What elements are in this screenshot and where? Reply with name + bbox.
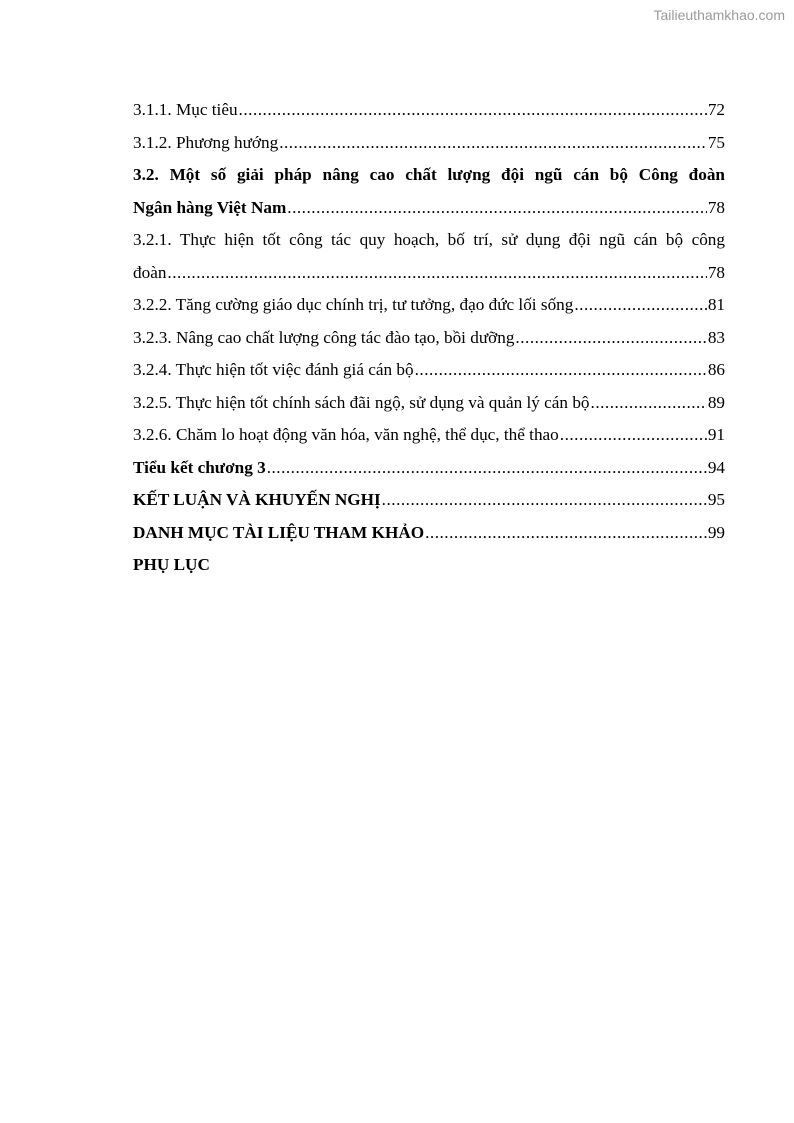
toc-entry-page: 78: [707, 197, 725, 217]
toc-entry-title: 3.2.2. Tăng cường giáo dục chính trị, tư tưởng, đạo đức lối sống: [133, 295, 574, 314]
toc-entry-references[interactable]: [133, 517, 725, 550]
toc-entry-title: 3.2.3. Nâng cao chất lượng công tác đào tạo, bồi dưỡng: [133, 327, 515, 347]
toc-leader-dots: [239, 94, 707, 127]
toc-leader-dots: [425, 517, 707, 550]
toc-entry-title: 3.2.1. Thực hiện tốt công tác quy hoạch, bố trí, sử dụng đội ngũ cán bộ công: [133, 230, 725, 249]
toc-entry-conclusion[interactable]: [133, 484, 725, 517]
toc-leader-dots: [382, 484, 707, 517]
toc-entry-3-2-line2[interactable]: [133, 192, 725, 225]
toc-leader-dots: [574, 289, 706, 322]
toc-entry-page: 94: [707, 457, 725, 477]
toc-entry-page: 78: [707, 262, 725, 282]
toc-entry-page: 83: [707, 327, 725, 347]
toc-entry-title: DANH MỤC TÀI LIỆU THAM KHẢO: [133, 522, 425, 542]
toc-entry-3-1-1[interactable]: [133, 94, 725, 127]
toc-leader-dots: [267, 452, 707, 485]
toc-entry-3-1-2[interactable]: [133, 127, 725, 160]
toc-entry-page: 75: [707, 132, 725, 152]
toc-entry-title: 3.2.4. Thực hiện tốt việc đánh giá cán bộ: [133, 360, 414, 379]
toc-entry-title-continued: đoàn: [133, 262, 167, 282]
toc-entry-page: 72: [707, 100, 725, 119]
toc-entry-page: 86: [707, 360, 725, 379]
toc-entry-title: 3.1.2. Phương hướng: [133, 132, 279, 152]
toc-entry-3-2-line1[interactable]: [133, 159, 725, 192]
toc-entry-appendix[interactable]: [133, 549, 725, 582]
toc-entry-page: 89: [707, 392, 725, 412]
toc-leader-dots: [279, 127, 707, 160]
toc-entry-title: 3.2. Một số giải pháp nâng cao chất lượng đội ngũ cán bộ Công đoàn: [133, 165, 725, 184]
toc-entry-title: 3.2.6. Chăm lo hoạt động văn hóa, văn nghệ, thể dục, thể thao: [133, 425, 559, 444]
toc-leader-dots: [591, 387, 707, 420]
toc-leader-dots: [560, 419, 707, 452]
toc-entry-title-continued: Ngân hàng Việt Nam: [133, 197, 287, 217]
toc-entry-3-2-1-line1[interactable]: [133, 224, 725, 257]
toc-entry-title: KẾT LUẬN VÀ KHUYẾN NGHỊ: [133, 490, 381, 509]
toc-entry-title: PHỤ LỤC: [133, 555, 210, 574]
toc-leader-dots: [415, 354, 707, 387]
toc-entry-3-2-5[interactable]: [133, 387, 725, 420]
toc-leader-dots: [287, 192, 707, 225]
toc-entry-title: 3.2.5. Thực hiện tốt chính sách đãi ngộ, sử dụng và quản lý cán bộ: [133, 392, 590, 412]
toc-entry-chapter-3-summary[interactable]: [133, 452, 725, 485]
toc-entry-title: 3.1.1. Mục tiêu: [133, 100, 238, 119]
toc-leader-dots: [167, 257, 706, 290]
toc-entry-page: 99: [707, 522, 725, 542]
toc-entry-page: 81: [707, 295, 725, 314]
toc-entry-3-2-3[interactable]: [133, 322, 725, 355]
toc-entry-page: 91: [707, 425, 725, 444]
toc-entry-page: 95: [707, 490, 725, 509]
toc-entry-3-2-2[interactable]: [133, 289, 725, 322]
toc-entry-3-2-6[interactable]: [133, 419, 725, 452]
toc-leader-dots: [515, 322, 706, 355]
watermark: Tailieuthamkhao.com: [653, 7, 785, 23]
table-of-contents: [133, 94, 725, 582]
toc-entry-3-2-1-line2[interactable]: [133, 257, 725, 290]
toc-entry-title: Tiểu kết chương 3: [133, 457, 266, 477]
toc-entry-3-2-4[interactable]: [133, 354, 725, 387]
